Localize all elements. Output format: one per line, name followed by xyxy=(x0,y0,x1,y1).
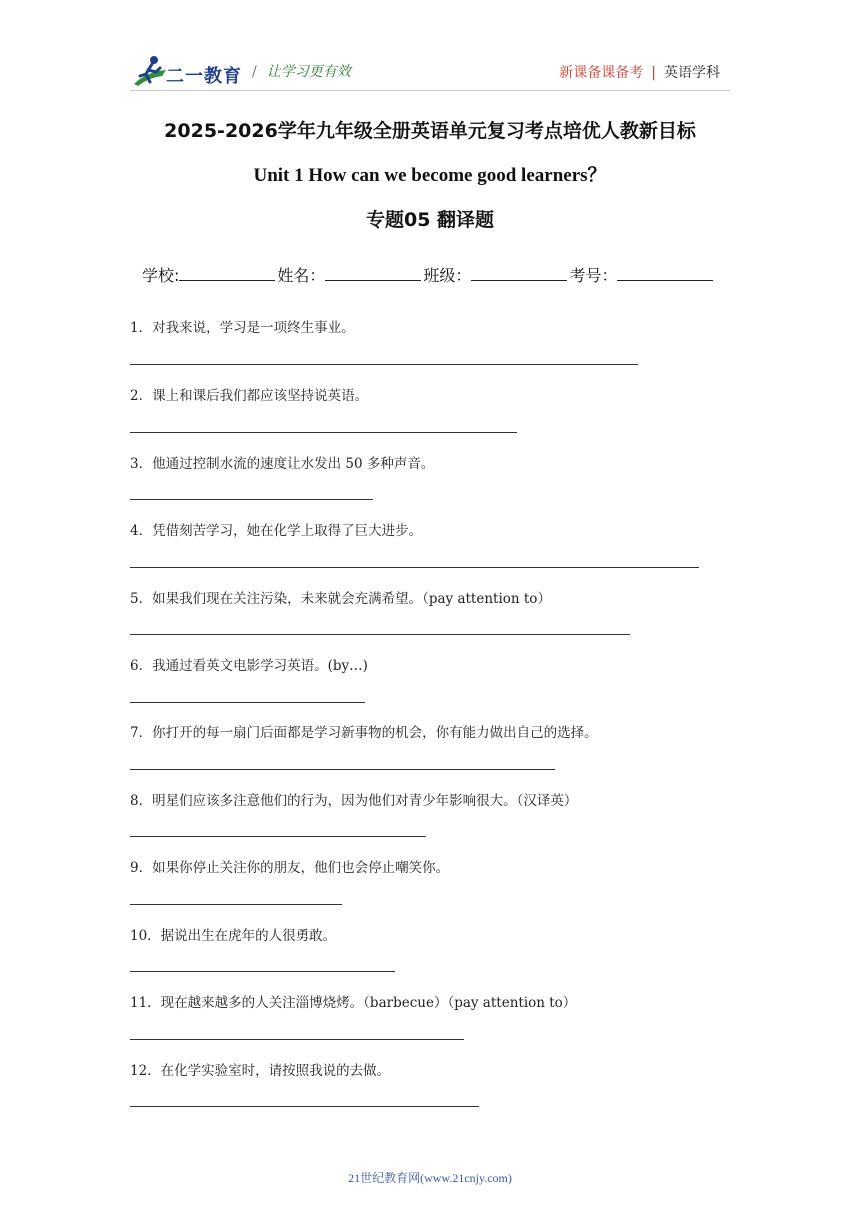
school-label: 学校: xyxy=(142,266,180,285)
answer-line-10[interactable] xyxy=(130,971,395,972)
header-subject-label: 英语学科 xyxy=(664,65,720,81)
question-10: 10．据说出生在虎年的人很勇敢。 xyxy=(130,928,337,944)
header-divider xyxy=(130,90,730,91)
page-title: 2025-2026学年九年级全册英语单元复习考点培优人教新目标 xyxy=(164,120,696,142)
answer-line-5[interactable] xyxy=(130,634,630,635)
answer-line-8[interactable] xyxy=(130,836,426,837)
question-2: 2．课上和课后我们都应该坚持说英语。 xyxy=(130,388,369,404)
question-1: 1．对我来说，学习是一项终生事业。 xyxy=(130,320,355,336)
question-8: 8．明星们应该多注意他们的行为，因为他们对青少年影响很大。（汉译英） xyxy=(130,793,578,809)
logo xyxy=(132,54,264,90)
answer-line-7[interactable] xyxy=(130,769,555,770)
question-7: 7．你打开的每一扇门后面都是学习新事物的机会，你有能力做出自己的选择。 xyxy=(130,725,598,741)
class-field[interactable] xyxy=(471,264,567,281)
exam-number-label: 考号： xyxy=(569,266,618,285)
footer-link[interactable]: 21世纪教育网(www.21cnjy.com) xyxy=(348,1171,512,1185)
question-9: 9．如果你停止关注你的朋友，他们也会停止嘲笑你。 xyxy=(130,860,450,876)
name-field[interactable] xyxy=(325,264,421,281)
student-info-row xyxy=(142,263,715,286)
answer-line-12[interactable] xyxy=(130,1106,479,1107)
exam-number-field[interactable] xyxy=(617,264,713,281)
question-3: 3．他通过控制水流的速度让水发出 50 多种声音。 xyxy=(130,456,435,472)
header-course-label: 新课备课备考 xyxy=(559,65,644,81)
question-6: 6．我通过看英文电影学习英语。(by…) xyxy=(130,658,368,674)
answer-line-3[interactable] xyxy=(130,499,373,500)
slogan-text: 让学习更有效 xyxy=(266,64,351,80)
slogan: / 让学习更有效 xyxy=(252,64,351,80)
runner-icon xyxy=(132,54,168,90)
answer-line-11[interactable] xyxy=(130,1039,464,1040)
header-subject: 新课备课备考 | 英语学科 xyxy=(559,65,720,81)
answer-line-9[interactable] xyxy=(130,904,342,905)
unit-title: Unit 1 How can we become good learners？ xyxy=(253,165,607,186)
answer-line-6[interactable] xyxy=(130,702,365,703)
page-header xyxy=(0,0,860,95)
answer-line-1[interactable] xyxy=(130,364,638,365)
question-11: 11．现在越来越多的人关注淄博烧烤。（barbecue）（pay attention to） xyxy=(130,995,577,1011)
school-field[interactable] xyxy=(179,264,275,281)
logo-text: 二一教育 xyxy=(166,66,242,87)
question-4: 4．凭借刻苦学习，她在化学上取得了巨大进步。 xyxy=(130,523,423,539)
question-12: 12．在化学实验室时，请按照我说的去做。 xyxy=(130,1063,391,1079)
answer-line-2[interactable] xyxy=(130,432,517,433)
name-label: 姓名： xyxy=(277,266,326,285)
topic-title: 专题05 翻译题 xyxy=(365,209,495,231)
class-label: 班级： xyxy=(423,266,472,285)
question-5: 5．如果我们现在关注污染，未来就会充满希望。（pay attention to） xyxy=(130,591,551,607)
answer-line-4[interactable] xyxy=(130,567,699,568)
